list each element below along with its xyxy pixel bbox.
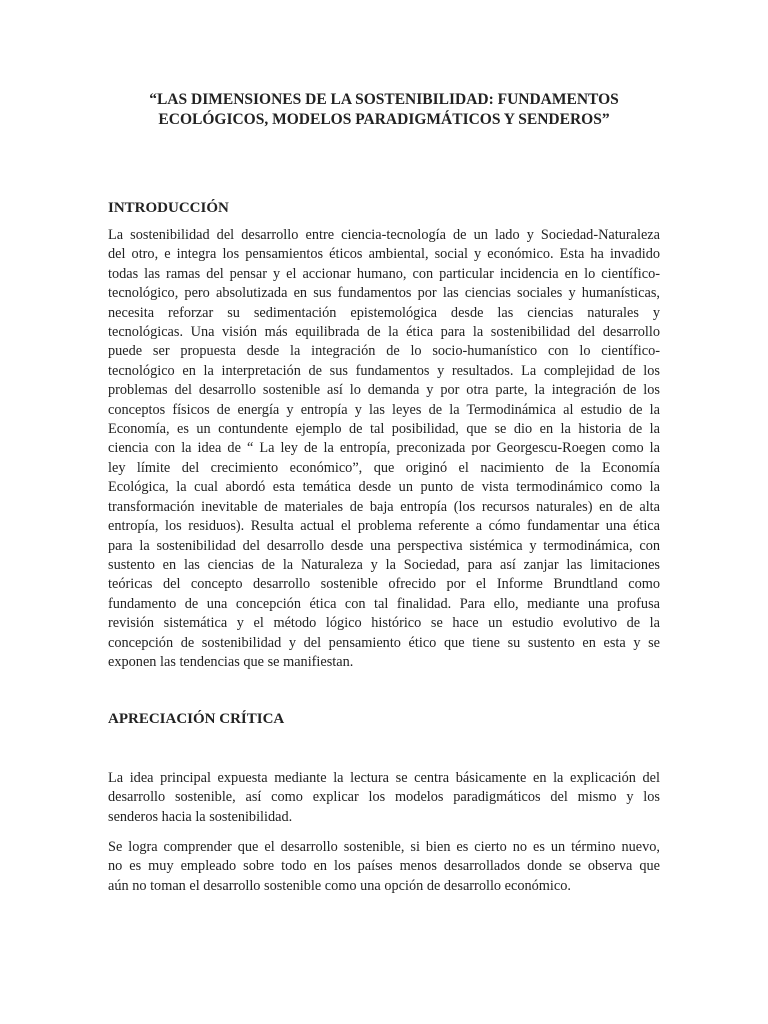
text-line: La idea principal expuesta mediante la lectura se centra básicamente en la explicación del <box>108 770 660 786</box>
text-line: para la sostenibilidad del desarrollo desde una perspectiva sistémica y termodinámica, con <box>108 537 660 554</box>
text-line: Se logra comprender que el desarrollo sostenible, si bien es cierto no es un término nuevo, <box>108 839 660 855</box>
text-line: ley límite del crecimiento económico”, que originó el nacimiento de la Economía <box>108 459 660 476</box>
text-line: puede ser propuesta desde la integración de lo socio-humanístico con lo científico- <box>108 343 660 360</box>
critique-heading: APRECIACIÓN CRÍTICA <box>108 711 285 727</box>
text-line: Ecológica, la cual abordó esta temática desde un punto de vista termodinámico como la <box>108 479 660 496</box>
text-line: conceptos físicos de energía y entropía y las leyes de la Termodinámica al estudio de la <box>108 401 660 418</box>
text-line: La sostenibilidad del desarrollo entre ciencia-tecnología de un lado y Sociedad-Naturaleza <box>108 227 660 243</box>
introduction-paragraph <box>108 226 660 672</box>
text-line: senderos hacia la sostenibilidad. <box>108 808 293 825</box>
text-line: exponen las tendencias que se manifiestan. <box>108 653 354 670</box>
text-line: desarrollo sostenible, así como explicar los modelos paradigmáticos del mismo y los <box>108 789 660 806</box>
critique-paragraph-1 <box>108 769 660 827</box>
text-line: entropía, los residuos). Resulta actual el problema referente a cómo fundamentar una ética <box>108 518 660 535</box>
text-line: ciencia con la idea de “ La ley de la entropía, preconizada por Georgescu-Roegen como la <box>108 440 660 457</box>
text-line: sustento en las ciencias de la Naturaleza y la Sociedad, para así zanjar las limitaciones <box>108 556 660 573</box>
text-line: fundamento de una concepción ética con tal finalidad. Para ello, mediante una profusa <box>108 595 660 612</box>
text-line: aún no toman el desarrollo sostenible como una opción de desarrollo económico. <box>108 877 571 894</box>
text-line: concepción de sostenibilidad y del pensamiento ético que tiene su sustento en esta y se <box>108 634 660 651</box>
text-line: todas las ramas del pensar y el accionar humano, con particular incidencia en lo científico- <box>108 265 660 282</box>
text-line: problemas del desarrollo sostenible así lo demanda y por otra parte, la integración de los <box>108 382 660 399</box>
critique-paragraph-2 <box>108 838 660 896</box>
text-line: tecnológico, pero absolutizada en sus fundamentos por las ciencias sociales y humanísticas, <box>108 285 660 302</box>
introduction-heading: INTRODUCCIÓN <box>108 200 229 216</box>
text-line: transformación inevitable de materiales de baja entropía (los recursos naturales) en de alta <box>108 498 660 515</box>
document-title <box>108 90 660 130</box>
text-line: no es muy empleado sobre todo en los países menos desarrollados donde se observa que <box>108 858 660 875</box>
title-line: “LAS DIMENSIONES DE LA SOSTENIBILIDAD: FUNDAMENTOS <box>149 91 619 108</box>
text-line: teóricas del concepto desarrollo sostenible ofrecido por el Informe Brundtland como <box>108 576 660 593</box>
text-line: del otro, e integra los pensamientos éticos ambiental, social y económico. Esta ha invadido <box>108 246 660 263</box>
text-line: Economía, es un contundente ejemplo de tal posibilidad, que se dio en la historia de la <box>108 421 660 438</box>
text-line: tecnológico en la interpretación de sus fundamentos y resultados. La complejidad de los <box>108 362 660 379</box>
text-line: revisión sistemática y el método lógico histórico se hace un estudio evolutivo de la <box>108 615 660 632</box>
text-line: tecnológicas. Una visión más equilibrada de la ética para la sostenibilidad del desarrollo <box>108 324 660 341</box>
text-line: necesita reforzar su sedimentación epistemológica desde las ciencias naturales y <box>108 304 660 321</box>
title-line: ECOLÓGICOS, MODELOS PARADIGMÁTICOS Y SENDEROS” <box>158 111 610 128</box>
